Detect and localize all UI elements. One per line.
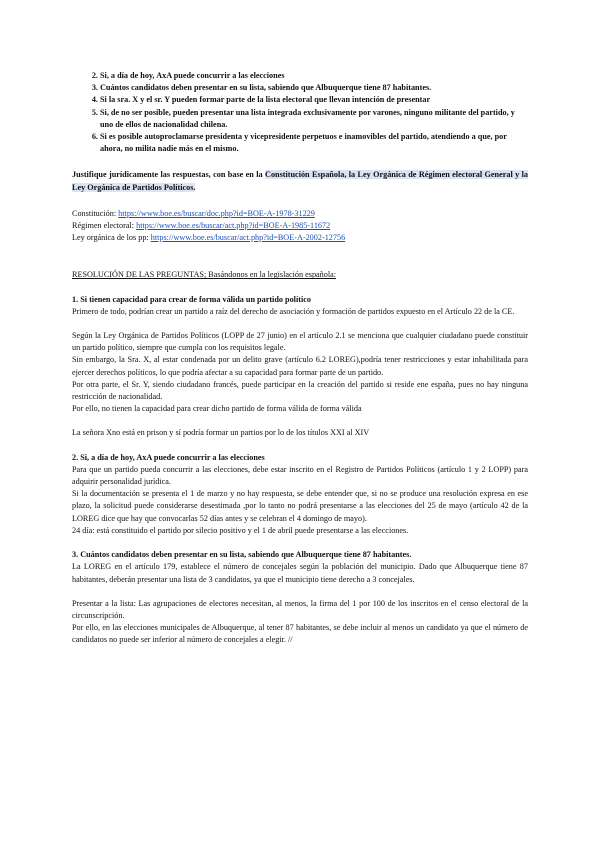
reference-label: Ley orgánica de los pp: (72, 233, 149, 243)
reference-link[interactable]: https://www.boe.es/buscar/doc.php?id=BOE-A-1978-31229 (118, 208, 315, 218)
paragraph: La señora Xno está en prison y sí podría formar un partios por lo de los títulos XXI al XIV (72, 428, 370, 438)
justify-paragraph (72, 169, 528, 193)
question-item: 5. Si, de no ser posible, pueden presentar una lista integrada exclusivamente por varones, ninguno militante del partido, y uno de ellos de nacionalidad chilena. (100, 107, 528, 131)
reference-line (72, 232, 528, 244)
question-item: 6. Si es posible autoproclamarse presidenta y vicepresidente perpetuos e inamovibles del partido, atendiendo a que, por ahora, no milita nadie más en el mismo. (100, 131, 528, 155)
reference-label: Constitución: (72, 208, 117, 218)
reference-line (72, 220, 528, 232)
section-heading: 2. Si, a día de hoy, AxA puede concurrir a las elecciones (72, 452, 265, 462)
section-heading: 3. Cuántos candidatos deben presentar en su lista, sabiendo que Albuquerque tiene 87 habitantes. (72, 550, 412, 560)
resolution-title: RESOLUCIÓN DE LAS PREGUNTAS; Basándonos en la legislación española: (72, 270, 337, 280)
paragraph: 24 día: está constituido el partido por silecio positivo y el 1 de abril puede presentarse a las elecciones. (72, 525, 409, 535)
question-item: 4. Si la sra. X y el sr. Y pueden formar parte de la lista electoral que llevan intención de presentar (100, 94, 528, 106)
paragraph: Primero de todo, podrían crear un partido a raíz del derecho de asociación y formación de partidos expuesto en el Artículo 22 de la CE. (72, 306, 515, 316)
justify-prefix: Justifique jurídicamente las respuestas, con base en la (72, 170, 263, 180)
paragraph: La LOREG en el artículo 179, establece el número de concejales según la población del municipio. Dado que Albuquerque tiene 87 habitantes, deberán presentar una lista de 3 candidatos, ya que el municipio tiene derecho a 3 concejales. (72, 562, 528, 584)
paragraph: Por otra parte, el Sr. Y, siendo ciudadano francés, puede participar en la creación del partido si reside ene españa, pues no hay ninguna restricción de nacionalidad. (72, 379, 528, 402)
paragraph: Sin embargo, la Sra. X, al estar condenada por un delito grave (artículo 6.2 LOREG),podría tener restricciones y estar inhabilitada para ejercer derechos políticos, lo que podría afectar a su capacidad para formar parte de un partido. (72, 355, 528, 377)
question-item: 2. Si, a día de hoy, AxA puede concurrir a las elecciones (100, 70, 528, 82)
reference-link[interactable]: https://www.boe.es/buscar/act.php?id=BOE-A-2002-12756 (150, 233, 346, 243)
reference-line (72, 208, 528, 220)
section-heading: 1. Si tienen capacidad para crear de forma válida un partido político (72, 294, 311, 304)
paragraph: Si la documentación se presenta el 1 de marzo y no hay respuesta, se debe entender que, si no se produce una resolución expresa en ese plazo, la solicitud puede considerarse desestimada ,por lo tanto no podrá presentarse a las elecciones del 25 de mayo (artículo 42 de la LOREG dice que hay que convocarlas 52 días antes y se celebran el 4 domingo de mayo). (72, 489, 528, 523)
questions-list (72, 70, 528, 155)
reference-link[interactable]: https://www.boe.es/buscar/act.php?id=BOE-A-1985-11672 (136, 221, 331, 231)
references (72, 208, 528, 245)
justify-highlight: Constitución Española, la Ley Orgánica de Régimen electoral General y la Ley Orgánica de Partidos Políticos. (72, 170, 529, 192)
paragraph: Para que un partido pueda concurrir a las elecciones, debe estar inscrito en el Registro de Partidos Políticos (artículo 1 y 2 LOPP) para adquirir personalidad jurídica. (72, 464, 528, 487)
paragraph: Por ello, en las elecciones municipales de Albuquerque, al tener 87 habitantes, se debe incluir al menos un candidato ya que el número de candidatos no puede ser inferior al número de concejales a elegir. // (72, 623, 528, 645)
question-item: 3. Cuántos candidatos deben presentar en su lista, sabiendo que Albuquerque tiene 87 habitantes. (100, 82, 528, 94)
paragraph: Presentar a la lista: Las agrupaciones de electores necesitan, al menos, la firma del 1 por 100 de los inscritos en el censo electoral de la circunscripción. (72, 598, 528, 620)
paragraph: Por ello, no tienen la capacidad para crear dicho partido de forma válida de forma válida (72, 404, 362, 414)
reference-label: Régimen electoral: (72, 221, 135, 231)
paragraph: Según la Ley Orgánica de Partidos Políticos (LOPP de 27 junio) en el artículo 2.1 se menciona que cualquier ciudadano puede constituir un partido político, siempre que cumpla con los requisitos legale. (72, 331, 528, 353)
document-body (72, 70, 528, 647)
